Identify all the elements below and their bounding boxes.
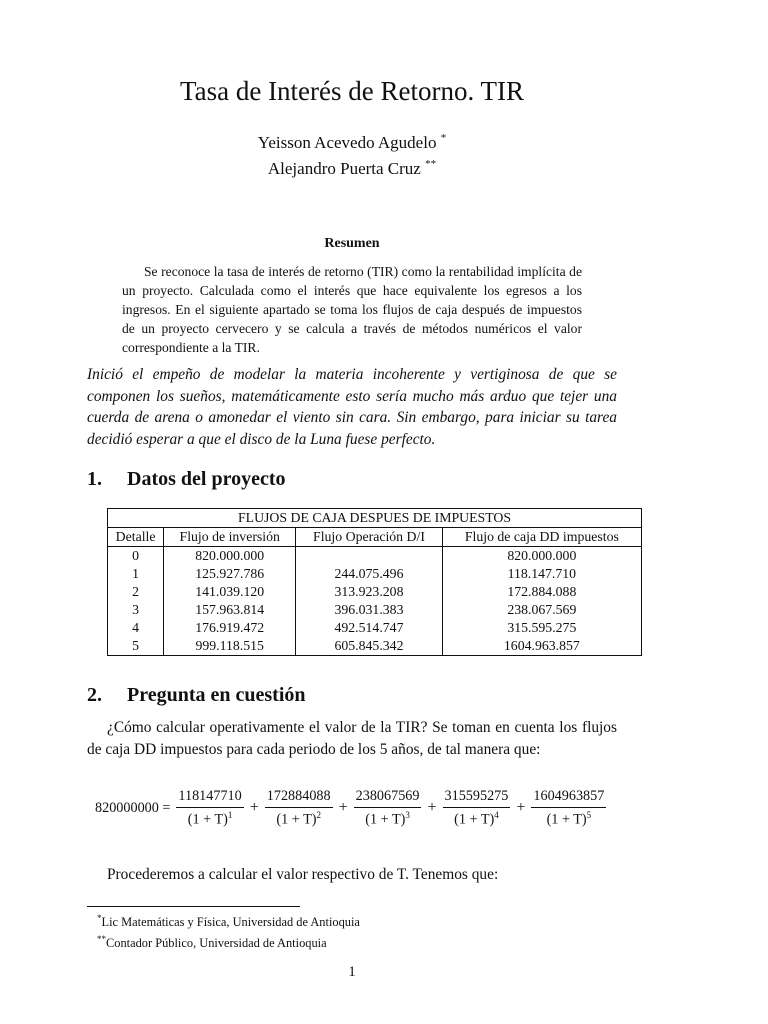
paragraph-procedure: Procederemos a calcular el valor respectivo de T. Tenemos que: — [107, 866, 499, 883]
table-cell: 125.927.786 — [164, 565, 296, 583]
table-cell: 141.039.120 — [164, 583, 296, 601]
table-cell: 605.845.342 — [296, 637, 442, 656]
table-cell: 820.000.000 — [442, 547, 641, 566]
table-header-cell: Flujo de inversión — [164, 528, 296, 547]
fraction-denominator: $(1 + T)^3$ — [365, 809, 410, 828]
author-list — [0, 130, 704, 182]
table-row — [108, 619, 642, 637]
table-cell: 238.067.569 — [442, 601, 641, 619]
equation-fraction — [265, 788, 333, 829]
equation-fraction — [531, 788, 606, 829]
table-cell: 172.884.088 — [442, 583, 641, 601]
footnote-text: Contador Público, Universidad de Antioquia — [106, 936, 327, 951]
table-cell: 176.919.472 — [164, 619, 296, 637]
abstract — [122, 262, 582, 357]
section-heading-2 — [87, 684, 306, 707]
footnote-mark: ** — [97, 934, 106, 945]
table-row — [108, 601, 642, 619]
equation-fraction — [354, 788, 422, 829]
paper-title: Tasa de Interés de Retorno. TIR — [180, 76, 524, 106]
table-row — [108, 637, 642, 656]
fraction-numerator: 172884088 — [265, 788, 333, 808]
section-number: 1. — [87, 468, 102, 490]
author-1 — [0, 130, 704, 156]
paragraph-question: ¿Cómo calcular operativamente el valor de la TIR? Se toman en cuenta los flujos de caja DD impuestos para cada periodo de los 5 años, de tal manera que: — [87, 719, 617, 758]
table-header-cell: Flujo Operación D/I — [296, 528, 442, 547]
table-cell: 999.118.515 — [164, 637, 296, 656]
table-caption: FLUJOS DE CAJA DESPUES DE IMPUESTOS — [108, 509, 642, 528]
equation-fraction — [443, 788, 511, 829]
table-cell: 2 — [108, 583, 164, 601]
plus-operator: + — [516, 799, 526, 816]
table-cell — [296, 547, 442, 566]
cash-flow-table — [107, 508, 642, 656]
footnote-rule — [87, 906, 300, 907]
fraction-denominator: $(1 + T)^1$ — [187, 809, 233, 828]
author-footnote-mark: * — [440, 132, 447, 144]
epigraph: Inició el empeño de modelar la materia incoherente y vertiginosa de que se componen los sueños, matemáticamente esto sería mucho más arduo que tejer una cuerda de arena o amonedar el viento sin cara. Sin embargo, para iniciar su tarea decidió esperar a que el disco de la Luna fuese perfecto. — [87, 366, 617, 448]
equation-lhs: 820000000 = — [95, 799, 171, 816]
footnote-2 — [87, 931, 617, 952]
section-number: 2. — [87, 684, 102, 706]
fraction-numerator: 1604963857 — [531, 788, 606, 808]
author-2 — [0, 156, 704, 182]
table-cell: 244.075.496 — [296, 565, 442, 583]
footnote-text: Lic Matemáticas y Física, Universidad de Antioquia — [101, 915, 360, 930]
fraction-numerator: 315595275 — [443, 788, 511, 808]
tir-equation — [95, 786, 606, 830]
fraction-numerator: 118147710 — [176, 788, 243, 808]
table-cell: 492.514.747 — [296, 619, 442, 637]
abstract-heading: Resumen — [324, 236, 380, 251]
table-row — [108, 565, 642, 583]
table-row — [108, 583, 642, 601]
fraction-denominator: $(1 + T)^5$ — [546, 809, 592, 828]
table-row — [108, 547, 642, 566]
equation-fraction — [176, 788, 243, 829]
table-cell: 3 — [108, 601, 164, 619]
section-heading-1 — [87, 468, 286, 491]
table-cell: 313.923.208 — [296, 583, 442, 601]
fraction-denominator: $(1 + T)^4$ — [454, 809, 499, 828]
table-cell: 1604.963.857 — [442, 637, 641, 656]
plus-operator: + — [427, 799, 437, 816]
section-title: Datos del proyecto — [127, 468, 286, 490]
table-cell: 396.031.383 — [296, 601, 442, 619]
table-cell: 315.595.275 — [442, 619, 641, 637]
footnote-1 — [87, 910, 617, 931]
abstract-text: Se reconoce la tasa de interés de retorno (TIR) como la rentabilidad implícita de un proyecto. Calculada como el interés que hace equivalente los egresos a los ingresos. En el siguiente apartado se toma los flujos de caja después de impuestos de un proyecto cervecero y se calcula a través de métodos numéricos el valor correspondiente a la TIR. — [122, 264, 582, 355]
plus-operator: + — [249, 799, 259, 816]
table-cell: 157.963.814 — [164, 601, 296, 619]
table-header-cell: Detalle — [108, 528, 164, 547]
fraction-denominator: $(1 + T)^2$ — [276, 809, 321, 828]
table-header-cell: Flujo de caja DD impuestos — [442, 528, 641, 547]
table-cell: 0 — [108, 547, 164, 566]
author-footnote-mark: ** — [425, 158, 437, 170]
table-cell: 820.000.000 — [164, 547, 296, 566]
table-cell: 4 — [108, 619, 164, 637]
table-cell: 118.147.710 — [442, 565, 641, 583]
page-number: 1 — [348, 964, 356, 980]
author-name: Alejandro Puerta Cruz — [267, 159, 421, 178]
author-name: Yeisson Acevedo Agudelo — [257, 133, 437, 152]
table-cell: 1 — [108, 565, 164, 583]
footnotes — [87, 910, 617, 952]
footnote-mark: * — [97, 913, 102, 923]
section-title: Pregunta en cuestión — [127, 684, 306, 706]
fraction-numerator: 238067569 — [354, 788, 422, 808]
table-cell: 5 — [108, 637, 164, 656]
plus-operator: + — [338, 799, 348, 816]
